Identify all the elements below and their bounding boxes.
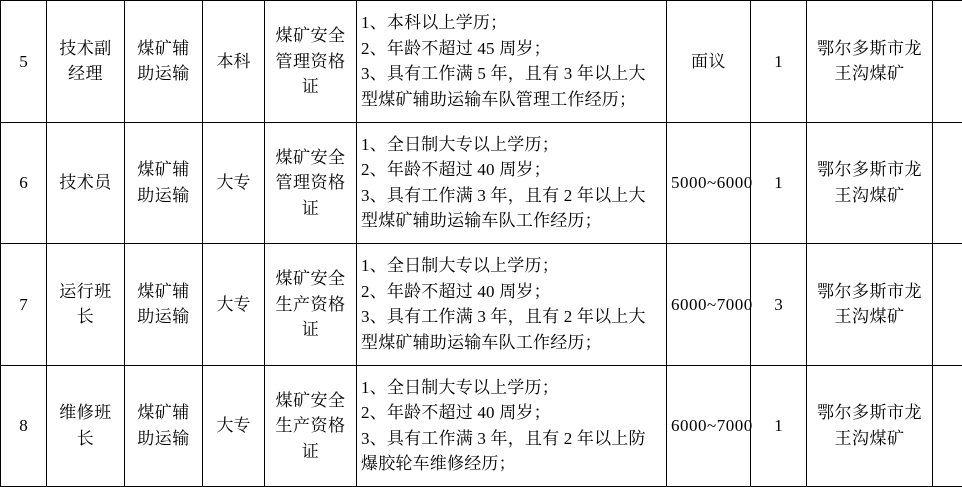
headcount: 1 [751, 1, 807, 123]
qualification-item: 1、全日制大专以上学历； [361, 134, 559, 154]
qualification-item: 3、具有工作满 3 年，且有 2 年以上大型煤矿辅助运输车队工作经历； [361, 185, 646, 231]
row-number: 7 [1, 244, 47, 366]
row-number: 8 [1, 365, 47, 487]
qualification-item: 2、年龄不超过 40 周岁； [361, 160, 551, 180]
qualification-item: 3、具有工作满 3 年，且有 2 年以上大型煤矿辅助运输车队工作经历； [361, 307, 646, 352]
position-name: 维修班长 [47, 365, 125, 487]
notes-cell [933, 244, 962, 366]
certificate-requirement: 煤矿安全生产资格证 [265, 365, 357, 487]
certificate-requirement: 煤矿安全生产资格证 [265, 244, 357, 366]
row-number: 6 [1, 122, 47, 244]
table-row [1, 365, 962, 487]
row-number: 5 [1, 1, 47, 123]
notes-cell [933, 122, 962, 244]
qualification-item: 1、本科以上学历； [361, 13, 508, 33]
qualification-item: 2、年龄不超过 40 周岁； [361, 281, 551, 301]
qualification-list [357, 1, 667, 123]
work-location: 鄂尔多斯市龙王沟煤矿 [807, 1, 933, 123]
salary-range: 6000~7000 [667, 365, 751, 487]
department-name: 煤矿辅助运输 [125, 244, 203, 366]
salary-range: 面议 [667, 1, 751, 123]
headcount: 3 [751, 244, 807, 366]
education-requirement: 本科 [203, 1, 265, 123]
position-name: 技术员 [47, 122, 125, 244]
qualification-list [357, 122, 667, 244]
qualification-item: 1、全日制大专以上学历； [361, 256, 559, 276]
department-name: 煤矿辅助运输 [125, 1, 203, 123]
salary-range: 5000~6000 [667, 122, 751, 244]
qualification-list [357, 365, 667, 487]
work-location: 鄂尔多斯市龙王沟煤矿 [807, 122, 933, 244]
work-location: 鄂尔多斯市龙王沟煤矿 [807, 244, 933, 366]
qualification-item: 2、年龄不超过 45 周岁； [361, 38, 551, 58]
work-location: 鄂尔多斯市龙王沟煤矿 [807, 365, 933, 487]
certificate-requirement: 煤矿安全管理资格证 [265, 1, 357, 123]
education-requirement: 大专 [203, 122, 265, 244]
headcount: 1 [751, 365, 807, 487]
qualification-item: 3、具有工作满 5 年，且有 3 年以上大型煤矿辅助运输车队管理工作经历； [361, 64, 646, 109]
qualification-item: 1、全日制大专以上学历； [361, 377, 559, 397]
department-name: 煤矿辅助运输 [125, 122, 203, 244]
table-row [1, 1, 962, 123]
certificate-requirement: 煤矿安全管理资格证 [265, 122, 357, 244]
table-row [1, 122, 962, 244]
position-name: 技术副经理 [47, 1, 125, 123]
position-name: 运行班长 [47, 244, 125, 366]
notes-cell [933, 1, 962, 123]
qualification-item: 3、具有工作满 3 年，且有 2 年以上防爆胶轮车维修经历； [361, 428, 646, 474]
qualification-item: 2、年龄不超过 40 周岁； [361, 403, 551, 423]
department-name: 煤矿辅助运输 [125, 365, 203, 487]
education-requirement: 大专 [203, 365, 265, 487]
salary-range: 6000~7000 [667, 244, 751, 366]
headcount: 1 [751, 122, 807, 244]
education-requirement: 大专 [203, 244, 265, 366]
qualification-list [357, 244, 667, 366]
table-row [1, 244, 962, 366]
notes-cell [933, 365, 962, 487]
